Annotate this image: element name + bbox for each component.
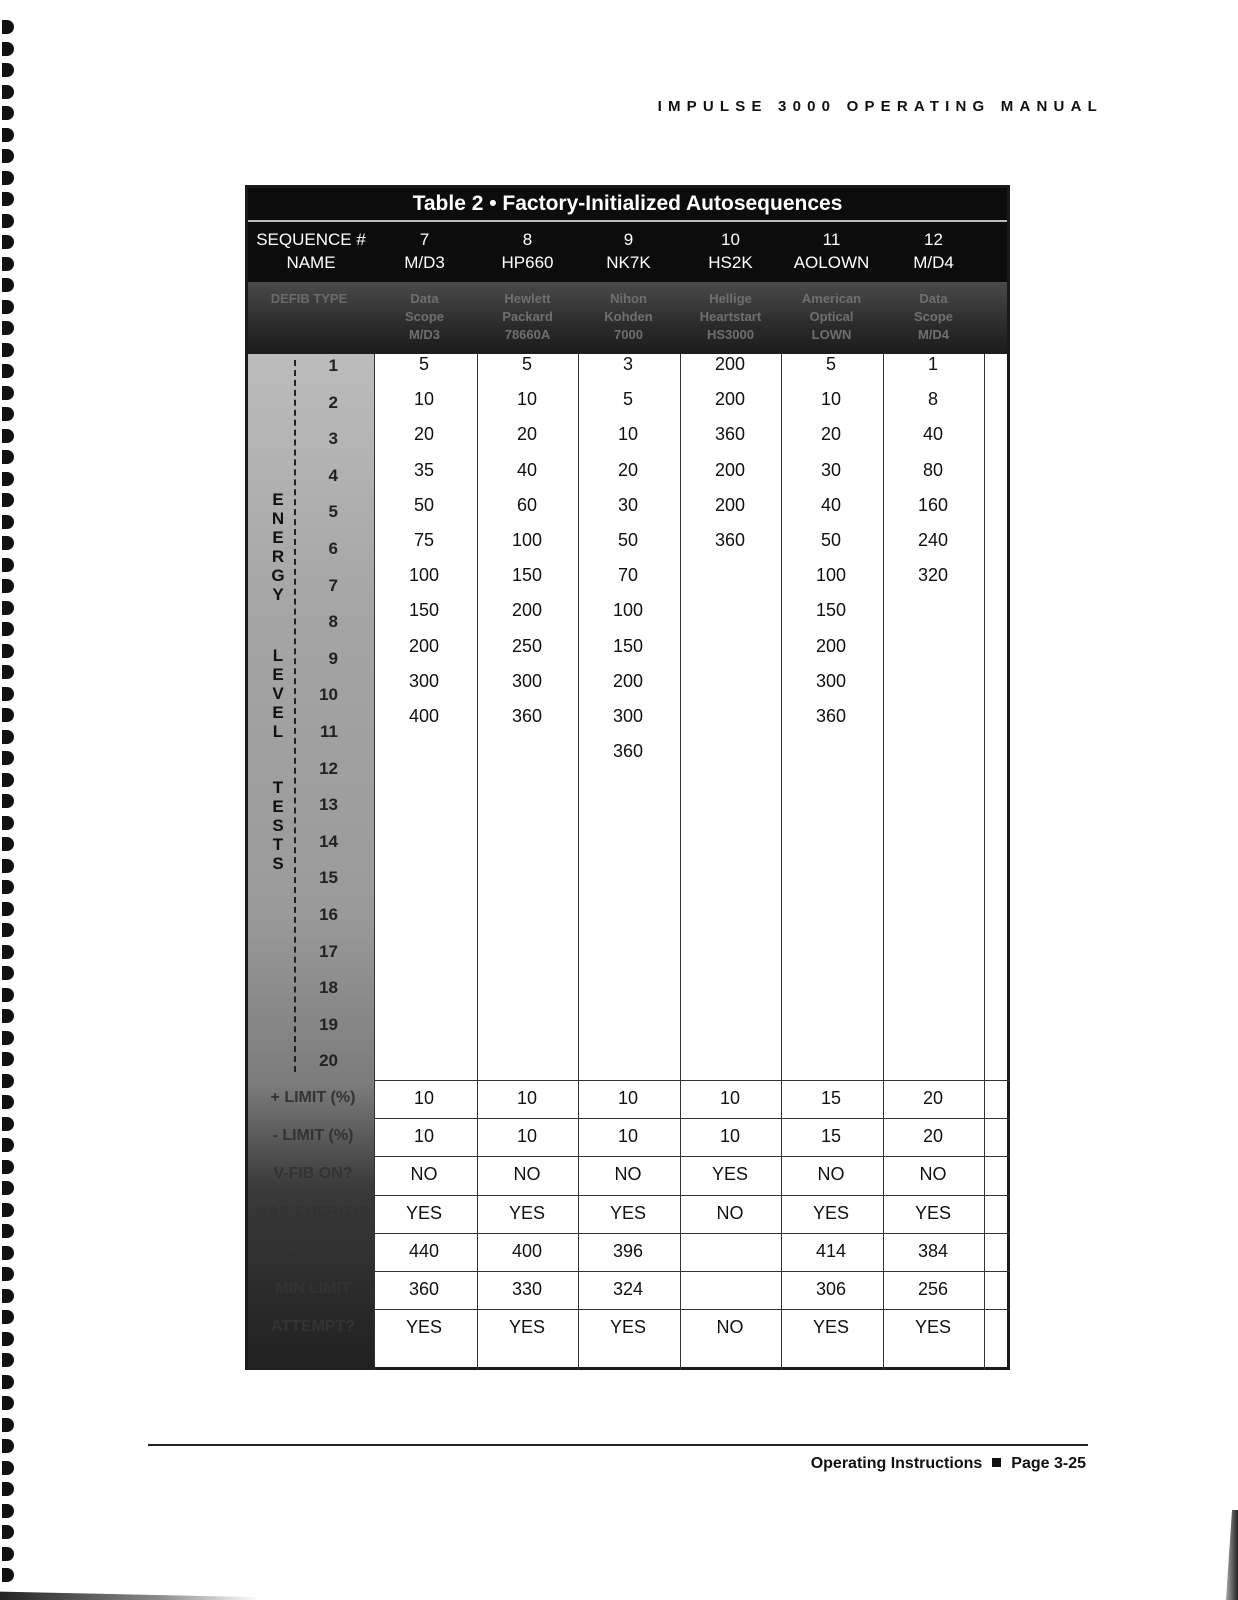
binding-hole-icon bbox=[2, 902, 14, 916]
energy-value: 200 bbox=[714, 354, 746, 374]
defib-type-cell bbox=[374, 290, 475, 344]
energy-row-number: 18 bbox=[319, 978, 338, 998]
defib-type-cell bbox=[477, 290, 578, 344]
binding-hole-icon bbox=[2, 966, 14, 980]
sequence-name: HS2K bbox=[708, 253, 753, 272]
sequence-number: 8 bbox=[522, 230, 533, 249]
defib-type-line: M/D4 bbox=[917, 327, 950, 342]
parameter-value: 20 bbox=[922, 1088, 944, 1108]
sequence-name: AOLOWN bbox=[793, 253, 870, 272]
defib-type-line: Optical bbox=[809, 309, 854, 324]
energy-value: 100 bbox=[815, 565, 847, 586]
binding-hole-icon bbox=[2, 837, 14, 851]
binding-hole-icon bbox=[2, 472, 14, 486]
binding-hole-icon bbox=[2, 343, 14, 357]
binding-hole-icon bbox=[2, 1461, 14, 1475]
sequence-column-header bbox=[477, 228, 578, 274]
sequence-column-header bbox=[781, 228, 882, 274]
energy-row-number: 5 bbox=[328, 502, 338, 522]
parameter-label: + LIMIT (%) bbox=[270, 1089, 356, 1106]
parameter-value: YES bbox=[508, 1202, 546, 1223]
energy-value: 200 bbox=[714, 389, 746, 410]
parameter-section-divider bbox=[374, 1080, 1010, 1081]
binding-hole-icon bbox=[2, 1031, 14, 1045]
binding-hole-icon bbox=[2, 429, 14, 443]
binding-hole-icon bbox=[2, 751, 14, 765]
energy-value: 50 bbox=[413, 494, 435, 515]
energy-value: 320 bbox=[917, 565, 949, 586]
sequence-number: 11 bbox=[822, 230, 841, 249]
sequence-name: NK7K bbox=[606, 253, 651, 272]
sequence-number: 9 bbox=[623, 230, 634, 249]
binding-hole-icon bbox=[2, 665, 14, 679]
sequence-column-header bbox=[883, 228, 984, 274]
binding-hole-icon bbox=[2, 622, 14, 636]
energy-value: 100 bbox=[612, 600, 644, 621]
parameter-value: 10 bbox=[413, 1088, 435, 1108]
energy-value: 10 bbox=[413, 389, 435, 410]
parameter-value: 10 bbox=[719, 1088, 741, 1108]
energy-row-number: 19 bbox=[319, 1014, 338, 1034]
parameter-row-divider bbox=[374, 1233, 1010, 1234]
energy-value: 40 bbox=[922, 424, 944, 445]
parameter-value: 10 bbox=[516, 1126, 538, 1147]
binding-hole-icon bbox=[2, 601, 14, 615]
defib-type-line: Hewlett bbox=[504, 291, 551, 306]
binding-hole-icon bbox=[2, 257, 14, 271]
parameter-value: YES bbox=[812, 1317, 850, 1338]
energy-value: 200 bbox=[612, 670, 644, 691]
binding-hole-icon bbox=[2, 1310, 14, 1324]
sequence-column-header bbox=[374, 228, 475, 274]
defib-type-line: Heartstart bbox=[699, 309, 762, 324]
defib-type-line: Hellige bbox=[709, 291, 752, 306]
energy-row-number: 17 bbox=[319, 941, 338, 961]
energy-value: 50 bbox=[820, 530, 842, 550]
energy-value: 400 bbox=[408, 706, 440, 726]
binding-hole-icon bbox=[2, 1525, 14, 1539]
parameter-value: 306 bbox=[815, 1279, 847, 1299]
energy-value: 360 bbox=[714, 530, 746, 550]
energy-value: 40 bbox=[820, 494, 842, 515]
sequence-number: 12 bbox=[924, 230, 943, 249]
binding-hole-icon bbox=[2, 945, 14, 959]
binding-hole-icon bbox=[2, 235, 14, 249]
energy-value: 1 bbox=[927, 354, 938, 374]
parameter-value: 384 bbox=[917, 1240, 949, 1261]
energy-value: 30 bbox=[617, 494, 639, 515]
energy-row-number: 12 bbox=[319, 758, 338, 778]
binding-hole-icon bbox=[2, 364, 14, 378]
parameter-label: MIN LIMIT bbox=[275, 1280, 351, 1297]
energy-row-number: 16 bbox=[319, 905, 338, 924]
binding-hole-icon bbox=[2, 192, 14, 206]
binding-hole-icon bbox=[2, 644, 14, 658]
column-divider bbox=[984, 354, 985, 1370]
binding-hole-icon bbox=[2, 730, 14, 744]
side-label-side_label_level: L E V E L bbox=[272, 646, 284, 741]
parameter-value: 20 bbox=[922, 1126, 944, 1147]
energy-value: 70 bbox=[617, 565, 639, 586]
energy-row-number: 20 bbox=[319, 1051, 338, 1071]
energy-value: 360 bbox=[714, 424, 746, 445]
binding-hole-icon bbox=[2, 773, 14, 787]
defib-type-cell bbox=[883, 290, 984, 344]
energy-value: 10 bbox=[820, 389, 842, 410]
parameter-value: YES bbox=[609, 1202, 647, 1223]
binding-hole-icon bbox=[2, 1568, 14, 1582]
binding-hole-icon bbox=[2, 579, 14, 593]
parameter-value: YES bbox=[405, 1202, 443, 1223]
sequence-label: SEQUENCE # bbox=[256, 230, 366, 249]
binding-hole-icon bbox=[2, 1117, 14, 1131]
energy-value: 100 bbox=[408, 565, 440, 586]
binding-hole-icon bbox=[2, 106, 14, 120]
side-label-side_label_tests: T E S T S bbox=[272, 778, 284, 873]
energy-value: 300 bbox=[408, 670, 440, 691]
binding-hole-icon bbox=[2, 1332, 14, 1346]
sequence-header-label bbox=[248, 228, 374, 274]
energy-row-number: 7 bbox=[328, 575, 338, 595]
scan-bottom-smudge bbox=[0, 1586, 260, 1600]
energy-row-number: 2 bbox=[328, 392, 338, 412]
sequence-name: HP660 bbox=[501, 253, 554, 272]
energy-value: 8 bbox=[927, 389, 938, 410]
defib-type-line: 7000 bbox=[614, 327, 643, 342]
energy-value: 20 bbox=[617, 459, 639, 480]
binding-hole-icon bbox=[2, 321, 14, 335]
energy-row-number: 3 bbox=[328, 429, 338, 449]
defib-type-line: Packard bbox=[502, 309, 553, 324]
defib-type-line: Data bbox=[410, 291, 439, 306]
binding-hole-icon bbox=[2, 1504, 14, 1518]
binding-hole-icon bbox=[2, 1439, 14, 1453]
parameter-label: V-FIB ON? bbox=[273, 1165, 353, 1183]
energy-value: 5 bbox=[418, 354, 429, 374]
parameter-value: NO bbox=[716, 1202, 744, 1223]
defib-type-line: Scope bbox=[404, 309, 444, 324]
sequence-column-header bbox=[578, 228, 679, 274]
binding-hole-icon bbox=[2, 300, 14, 314]
binding-hole-icon bbox=[2, 1418, 14, 1432]
binding-hole-icon bbox=[2, 708, 14, 722]
binding-hole-icon bbox=[2, 1052, 14, 1066]
parameter-value: NO bbox=[410, 1164, 438, 1185]
energy-value: 50 bbox=[617, 530, 639, 550]
binding-hole-icon bbox=[2, 515, 14, 529]
binding-hole-icon bbox=[2, 1160, 14, 1174]
parameter-value: NO bbox=[919, 1164, 947, 1185]
energy-value: 10 bbox=[516, 389, 538, 410]
binding-hole-icon bbox=[2, 1547, 14, 1561]
parameter-row-divider bbox=[374, 1156, 1010, 1157]
binding-hole-icon bbox=[2, 149, 14, 163]
parameter-label: MAX LIMIT bbox=[272, 1241, 354, 1259]
binding-hole-icon bbox=[2, 1375, 14, 1389]
binding-hole-icon bbox=[2, 816, 14, 830]
energy-value: 200 bbox=[408, 635, 440, 656]
parameter-value: NO bbox=[614, 1164, 642, 1185]
binding-hole-icon bbox=[2, 42, 14, 56]
footer-page: Page 3-25 bbox=[1011, 1455, 1086, 1472]
binding-hole-icon bbox=[2, 1267, 14, 1281]
defib-type-line: LOWN bbox=[811, 327, 852, 342]
table-caption: Table 2 • Factory-Initialized Autosequences bbox=[248, 188, 1007, 222]
side-label-side_label_energy: E N E R G Y bbox=[271, 490, 285, 604]
energy-value: 80 bbox=[922, 459, 944, 480]
energy-value: 360 bbox=[511, 706, 543, 726]
binding-hole-icon bbox=[2, 407, 14, 421]
running-header: IMPULSE 3000 OPERATING MANUAL bbox=[657, 98, 1103, 115]
binding-hole-icon bbox=[2, 558, 14, 572]
energy-row-number: 14 bbox=[319, 831, 338, 851]
parameter-value: 414 bbox=[815, 1240, 847, 1261]
energy-value: 5 bbox=[825, 354, 836, 374]
parameter-value: YES bbox=[914, 1317, 952, 1338]
energy-value: 160 bbox=[917, 494, 949, 515]
defib-type-line: Data bbox=[919, 291, 948, 306]
energy-value: 150 bbox=[511, 565, 543, 586]
binding-hole-icon bbox=[2, 1482, 14, 1496]
binding-hole-icon bbox=[2, 386, 14, 400]
energy-row-number: 11 bbox=[320, 722, 338, 741]
energy-value: 20 bbox=[413, 424, 435, 445]
binding-hole-icon bbox=[2, 1396, 14, 1410]
sequence-number: 7 bbox=[419, 230, 430, 249]
parameter-value: NO bbox=[513, 1164, 541, 1185]
energy-row-number: 13 bbox=[319, 795, 338, 815]
parameter-value: 15 bbox=[820, 1126, 842, 1147]
energy-row-number: 10 bbox=[319, 685, 338, 705]
binding-hole-icon bbox=[2, 1074, 14, 1088]
energy-value: 200 bbox=[714, 459, 746, 480]
binding-hole-icon bbox=[2, 1224, 14, 1238]
binding-hole-icon bbox=[2, 1289, 14, 1303]
binding-hole-icon bbox=[2, 859, 14, 873]
binding-hole-icon bbox=[2, 1246, 14, 1260]
binding-hole-icon bbox=[2, 536, 14, 550]
energy-row-number: 1 bbox=[328, 356, 338, 375]
energy-value: 150 bbox=[408, 600, 440, 621]
scan-edge-mark bbox=[1218, 1510, 1238, 1600]
parameter-value: 324 bbox=[612, 1279, 644, 1299]
parameter-value: 10 bbox=[617, 1126, 639, 1147]
binding-hole-icon bbox=[2, 63, 14, 77]
parameter-value: YES bbox=[812, 1202, 850, 1223]
energy-value: 360 bbox=[612, 741, 644, 762]
energy-value: 10 bbox=[617, 424, 639, 445]
parameter-value: YES bbox=[711, 1164, 749, 1185]
defib-type-line: M/D3 bbox=[408, 327, 441, 342]
parameter-value: NO bbox=[817, 1164, 845, 1185]
autosequence-table bbox=[245, 185, 1010, 1370]
defib-type-line: Nihon bbox=[610, 291, 647, 306]
binding-hole-icon bbox=[2, 1181, 14, 1195]
energy-value: 5 bbox=[622, 389, 633, 410]
parameter-label: - LIMIT (%) bbox=[272, 1127, 354, 1145]
parameter-value: YES bbox=[508, 1317, 546, 1338]
energy-value: 300 bbox=[815, 670, 847, 691]
binding-hole-icon bbox=[2, 85, 14, 99]
sequence-column-header bbox=[680, 228, 781, 274]
parameter-value: 330 bbox=[511, 1279, 543, 1299]
defib-type-line: 78660A bbox=[504, 327, 551, 342]
parameter-value: 400 bbox=[511, 1240, 543, 1261]
binding-hole-icon bbox=[2, 988, 14, 1002]
binding-hole-icon bbox=[2, 20, 14, 34]
parameter-value: YES bbox=[609, 1317, 647, 1338]
energy-value: 5 bbox=[521, 354, 532, 374]
binding-hole-icon bbox=[2, 1009, 14, 1023]
parameter-row-divider bbox=[374, 1271, 1010, 1272]
parameter-value: NO bbox=[716, 1317, 744, 1338]
defib-type-line: American bbox=[801, 291, 862, 306]
parameter-row-divider bbox=[374, 1309, 1010, 1310]
energy-row-number: 9 bbox=[328, 648, 338, 668]
energy-value: 30 bbox=[820, 459, 842, 480]
footer-rule bbox=[148, 1444, 1088, 1446]
parameter-value: 10 bbox=[617, 1088, 639, 1108]
defib-type-cell bbox=[680, 290, 781, 344]
binding-hole-icon bbox=[2, 450, 14, 464]
binding-hole-icon bbox=[2, 1095, 14, 1109]
page-footer bbox=[811, 1455, 1086, 1473]
parameter-value: 396 bbox=[612, 1240, 644, 1261]
binding-hole-icon bbox=[2, 1203, 14, 1217]
energy-value: 240 bbox=[917, 530, 949, 550]
binding-hole-icon bbox=[2, 128, 14, 142]
dashed-divider bbox=[294, 360, 296, 1072]
binding-hole-icon bbox=[2, 923, 14, 937]
binding-hole-icon bbox=[2, 493, 14, 507]
energy-value: 75 bbox=[413, 530, 435, 550]
binding-hole-icon bbox=[2, 1353, 14, 1367]
square-bullet-icon bbox=[992, 1458, 1001, 1467]
energy-value: 20 bbox=[516, 424, 538, 445]
parameter-value: 256 bbox=[917, 1279, 949, 1299]
parameter-label: ATTEMPT? bbox=[270, 1318, 356, 1336]
binding-hole-icon bbox=[2, 1138, 14, 1152]
energy-value: 250 bbox=[511, 635, 543, 656]
binding-hole-icon bbox=[2, 278, 14, 292]
parameter-value: 440 bbox=[408, 1240, 440, 1261]
energy-row-number: 6 bbox=[328, 539, 338, 558]
energy-value: 150 bbox=[612, 635, 644, 656]
defib-type-line: HS3000 bbox=[707, 327, 754, 342]
energy-value: 200 bbox=[511, 600, 543, 621]
defib-type-cell bbox=[781, 290, 882, 344]
defib-type-line: Kohden bbox=[604, 309, 653, 324]
energy-value: 300 bbox=[612, 706, 644, 726]
sequence-number: 10 bbox=[721, 230, 740, 249]
defib-type-label: DEFIB TYPE bbox=[270, 291, 348, 306]
binding-hole-icon bbox=[2, 794, 14, 808]
parameter-value: YES bbox=[914, 1202, 952, 1223]
parameter-row-divider bbox=[374, 1118, 1010, 1119]
sequence-name: M/D4 bbox=[913, 253, 954, 272]
sequence-name: M/D3 bbox=[404, 253, 445, 272]
binding-hole-icon bbox=[2, 214, 14, 228]
energy-value: 100 bbox=[511, 530, 543, 550]
parameter-value: 360 bbox=[408, 1279, 440, 1299]
parameter-label: MAX ENERGY? bbox=[254, 1203, 372, 1221]
footer-section: Operating Instructions bbox=[810, 1455, 983, 1472]
energy-value: 20 bbox=[820, 424, 842, 445]
energy-value: 3 bbox=[622, 354, 633, 374]
defib-type-cell bbox=[578, 290, 679, 344]
spiral-binding bbox=[0, 0, 24, 1600]
defib-type-line: Scope bbox=[913, 309, 953, 324]
parameter-value: 10 bbox=[516, 1088, 538, 1108]
binding-hole-icon bbox=[2, 687, 14, 701]
energy-value: 150 bbox=[815, 600, 847, 621]
energy-value: 40 bbox=[516, 459, 538, 480]
energy-row-number: 4 bbox=[328, 465, 338, 485]
energy-value: 360 bbox=[815, 706, 847, 726]
energy-value: 200 bbox=[714, 494, 746, 515]
energy-value: 300 bbox=[511, 670, 543, 691]
parameter-value: 15 bbox=[820, 1088, 842, 1108]
energy-value: 200 bbox=[815, 635, 847, 656]
parameter-value: YES bbox=[405, 1317, 443, 1338]
binding-hole-icon bbox=[2, 171, 14, 185]
parameter-value: 10 bbox=[413, 1126, 435, 1147]
parameter-value: 10 bbox=[719, 1126, 741, 1147]
name-label: NAME bbox=[286, 253, 336, 272]
energy-row-number: 15 bbox=[319, 868, 338, 888]
parameter-row-divider bbox=[374, 1195, 1010, 1196]
binding-hole-icon bbox=[2, 880, 14, 894]
energy-row-number: 8 bbox=[328, 612, 338, 632]
energy-value: 60 bbox=[516, 494, 538, 515]
energy-value: 35 bbox=[413, 459, 435, 480]
